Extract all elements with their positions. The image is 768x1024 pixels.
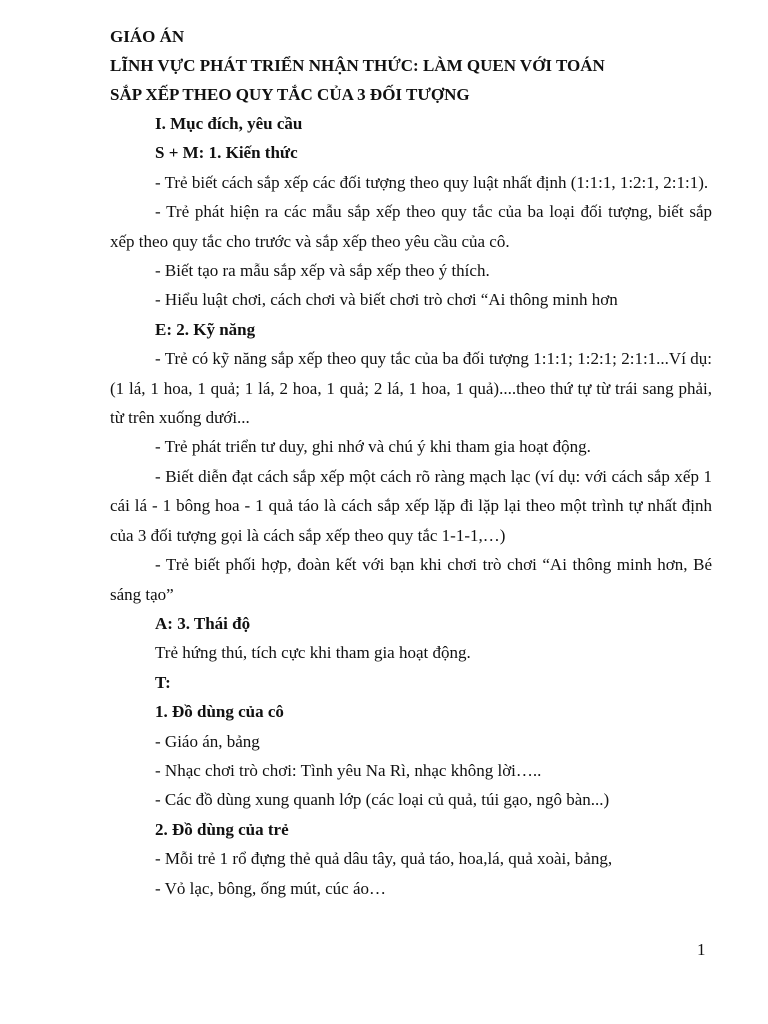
skills-item: - Trẻ biết phối hợp, đoàn kết với bạn khi chơi trò chơi “Ai thông minh hơn, Bé sáng tạo” bbox=[110, 555, 712, 604]
knowledge-item: - Biết tạo ra mẫu sắp xếp và sắp xếp theo ý thích. bbox=[155, 261, 490, 281]
child-material-item: - Vỏ lạc, bông, ống mút, cúc áo… bbox=[155, 878, 387, 898]
teacher-material-item: - Giáo án, bảng bbox=[155, 731, 260, 751]
teacher-material-item: - Nhạc chơi trò chơi: Tình yêu Na Rì, nhạc không lời….. bbox=[155, 760, 542, 780]
subheading-attitude: A: 3. Thái độ bbox=[155, 613, 251, 633]
teacher-material-item: - Các đồ dùng xung quanh lớp (các loại củ quả, túi gạo, ngô bàn...) bbox=[155, 790, 610, 810]
skills-item: - Biết diễn đạt cách sắp xếp một cách rõ ràng mạch lạc (ví dụ: với cách sắp xếp 1 cái lá - 1 bông hoa - 1 quả táo là cách sắp xếp lặp đi lặp lại theo một trình tự nhất định của 3 đối tượng gọi là cách sắp xếp theo quy tắc 1-1-1,…) bbox=[110, 466, 712, 545]
knowledge-item: - Hiểu luật chơi, cách chơi và biết chơi trò chơi “Ai thông minh hơn bbox=[155, 290, 618, 310]
child-material-item: - Mỗi trẻ 1 rổ đựng thẻ quả dâu tây, quả táo, hoa,lá, quả xoài, bảng, bbox=[155, 849, 613, 869]
knowledge-item: - Trẻ biết cách sắp xếp các đối tượng theo quy luật nhất định (1:1:1, 1:2:1, 2:1:1). bbox=[155, 172, 709, 192]
subheading-knowledge: S + M: 1. Kiến thức bbox=[155, 143, 298, 163]
skills-item: - Trẻ phát triển tư duy, ghi nhớ và chú ý khi tham gia hoạt động. bbox=[155, 437, 591, 457]
subject-title: LĨNH VỰC PHÁT TRIỂN NHẬN THỨC: LÀM QUEN VỚI TOÁN bbox=[110, 56, 605, 75]
attitude-text: Trẻ hứng thú, tích cực khi tham gia hoạt động. bbox=[155, 643, 471, 663]
document-page bbox=[110, 22, 712, 903]
subheading-child-materials: 2. Đồ dùng của trẻ bbox=[155, 819, 289, 839]
page-number: 1 bbox=[697, 940, 706, 959]
section-heading-objectives: I. Mục đích, yêu cầu bbox=[155, 114, 303, 133]
subheading-teacher-materials: 1. Đồ dùng của cô bbox=[155, 702, 284, 722]
lesson-title: SẮP XẾP THEO QUY TẮC CỦA 3 ĐỐI TƯỢNG bbox=[110, 85, 470, 104]
document-title: GIÁO ÁN bbox=[110, 27, 185, 46]
subheading-skills: E: 2. Kỹ năng bbox=[155, 319, 256, 339]
knowledge-item: - Trẻ phát hiện ra các mẫu sắp xếp theo quy tắc của ba loại đối tượng, biết sắp xếp theo quy tắc cho trước và sắp xếp theo yêu cầu của cô. bbox=[110, 202, 712, 251]
section-heading-materials: T: bbox=[155, 672, 171, 692]
skills-item: - Trẻ có kỹ năng sắp xếp theo quy tắc của ba đối tượng 1:1:1; 1:2:1; 2:1:1...Ví dụ: (1 lá, 1 hoa, 1 quả; 1 lá, 2 hoa, 1 quả; 2 lá, 1 hoa, 1 quả)....theo thứ tự từ trái sang phải, từ trên xuống dưới... bbox=[110, 349, 712, 428]
